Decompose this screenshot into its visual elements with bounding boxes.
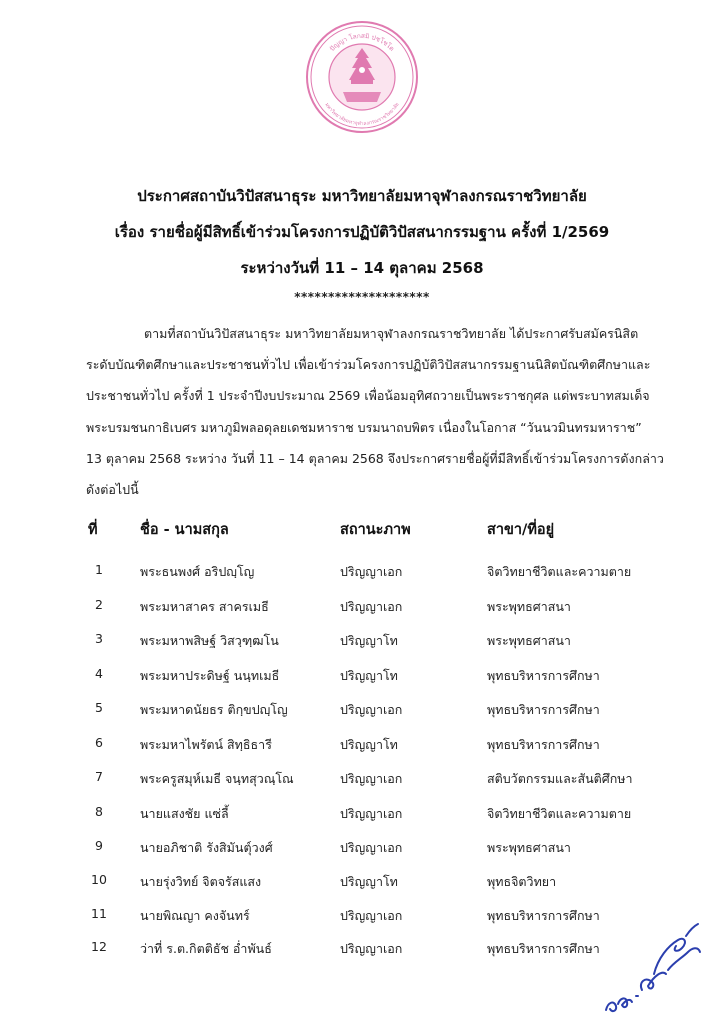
- row-branch: สติบวัตกรรมและสันติศึกษา: [487, 771, 633, 786]
- seal-text-bottom: มหาวิทยาลัยมหาจุฬาลงกรณราชวิทยาลัย: [323, 101, 401, 127]
- paragraph-line: ระดับบัณฑิตศึกษาและประชาชนทั่วไป เพื่อเข้าร่วมโครงการปฏิบัติวิปัสสนากรรมฐานนิสิตบัณฑิตศึกษาและ: [86, 357, 651, 372]
- row-name: นายอภิชาติ รังสิมันตุ์วงศ์: [140, 840, 273, 855]
- table-row: [0, 804, 724, 838]
- row-status: ปริญญาโท: [340, 633, 398, 648]
- row-branch: จิตวิทยาชีวิตและความตาย: [487, 564, 632, 579]
- row-number: 3: [95, 631, 103, 646]
- table-row: [0, 769, 724, 803]
- row-status: ปริญญาโท: [340, 737, 398, 752]
- table-row: [0, 735, 724, 769]
- seal-text-top: ปัญญา โลกสมิ ปชโชโต: [328, 31, 396, 53]
- row-status: ปริญญาเอก: [340, 908, 403, 923]
- row-name: พระมหาประดิษฐ์ นนฺทเมธี: [140, 668, 280, 683]
- row-branch: พุทธบริหารการศึกษา: [487, 737, 600, 752]
- row-number: 7: [95, 769, 103, 784]
- table-row: [0, 597, 724, 631]
- row-number: 1: [95, 562, 103, 577]
- row-branch: พุทธบริหารการศึกษา: [487, 702, 600, 717]
- row-number: 6: [95, 735, 103, 750]
- paragraph-line: ดังต่อไปนี้: [86, 482, 139, 497]
- column-header-status: สถานะภาพ: [340, 522, 411, 538]
- row-name: นายพิณญา คงจันทร์: [140, 908, 250, 923]
- row-status: ปริญญาเอก: [340, 941, 403, 956]
- row-name: พระมหาไพรัตน์ สิทฺธิธารี: [140, 737, 272, 752]
- announcement-subject: เรื่อง รายชื่อผู้มีสิทธิ์เข้าร่วมโครงการปฏิบัติวิปัสสนากรรมฐาน ครั้งที่ 1/2569: [114, 223, 610, 241]
- handwritten-signature: [598, 912, 708, 1020]
- table-row: [0, 666, 724, 700]
- separator: ********************: [294, 290, 430, 304]
- table-row: [0, 562, 724, 596]
- column-header-name: ชื่อ - นามสกุล: [140, 522, 229, 538]
- row-name: นายรุ่งวิทย์ จิตจรัสแสง: [140, 874, 262, 889]
- row-branch: พุทธบริหารการศึกษา: [487, 941, 600, 956]
- row-status: ปริญญาเอก: [340, 840, 403, 855]
- row-branch: พระพุทธศาสนา: [487, 599, 571, 614]
- paragraph-line: ประชาชนทั่วไป ครั้งที่ 1 ประจำปีงบประมาณ 2569 เพื่อน้อมอุทิศถวายเป็นพระราชกุศล แด่พระบาทสมเด็จ: [86, 388, 650, 403]
- row-status: ปริญญาเอก: [340, 564, 403, 579]
- table-row: [0, 872, 724, 906]
- announcement-dates: ระหว่างวันที่ 11 – 14 ตุลาคม 2568: [240, 259, 484, 277]
- row-branch: พระพุทธศาสนา: [487, 633, 571, 648]
- row-name: พระมหาพสิษฐ์ วิสวฺฑฺฒโน: [140, 633, 279, 648]
- row-status: ปริญญาเอก: [340, 806, 403, 821]
- row-branch: พุทธจิตวิทยา: [487, 874, 557, 889]
- row-status: ปริญญาโท: [340, 874, 398, 889]
- row-number: 2: [95, 597, 103, 612]
- paragraph-line: 13 ตุลาคม 2568 ระหว่าง วันที่ 11 – 14 ตุลาคม 2568 จึงประกาศรายชื่อผู้ที่มีสิทธิ์เข้าร่วมโครงการดังกล่าว: [86, 451, 664, 466]
- row-name: ว่าที่ ร.ต.กิตติธัช อ่ำพันธ์: [140, 941, 272, 956]
- row-branch: จิตวิทยาชีวิตและความตาย: [487, 806, 632, 821]
- row-number: 12: [91, 939, 107, 954]
- row-branch: พระพุทธศาสนา: [487, 840, 571, 855]
- table-row: [0, 700, 724, 734]
- row-number: 5: [95, 700, 103, 715]
- paragraph-line: พระบรมชนกาธิเบศร มหาภูมิพลอดุลยเดชมหาราช บรมนาถบพิตร เนื่องในโอกาส “วันนวมินทรมหาราช”: [86, 420, 642, 435]
- row-status: ปริญญาเอก: [340, 702, 403, 717]
- row-number: 9: [95, 838, 103, 853]
- row-name: พระมหาสาคร สาครเมธี: [140, 599, 269, 614]
- row-number: 11: [91, 906, 107, 921]
- row-branch: พุทธบริหารการศึกษา: [487, 908, 600, 923]
- row-status: ปริญญาเอก: [340, 599, 403, 614]
- row-name: นายแสงชัย แซ่ลี้: [140, 806, 229, 821]
- row-number: 8: [95, 804, 103, 819]
- row-status: ปริญญาเอก: [340, 771, 403, 786]
- table-row: [0, 838, 724, 872]
- table-row: [0, 631, 724, 665]
- row-name: พระธนพงศ์ อริปญฺโญ: [140, 564, 255, 579]
- column-header-branch: สาขา/ที่อยู่: [487, 522, 555, 538]
- paragraph-line: ตามที่สถาบันวิปัสสนาธุระ มหาวิทยาลัยมหาจุฬาลงกรณราชวิทยาลัย ได้ประกาศรับสมัครนิสิต: [144, 326, 639, 341]
- column-header-no: ที่: [88, 522, 98, 538]
- row-number: 10: [91, 872, 107, 887]
- row-name: พระครูสมุห์เมธี จนฺทสุวณฺโณ: [140, 771, 294, 786]
- row-status: ปริญญาโท: [340, 668, 398, 683]
- row-number: 4: [95, 666, 103, 681]
- university-seal: [305, 20, 419, 134]
- row-branch: พุทธบริหารการศึกษา: [487, 668, 600, 683]
- announcement-title: ประกาศสถาบันวิปัสสนาธุระ มหาวิทยาลัยมหาจุฬาลงกรณราชวิทยาลัย: [137, 187, 587, 205]
- row-name: พระมหาดนัยธร ติกฺขปญฺโญ: [140, 702, 288, 717]
